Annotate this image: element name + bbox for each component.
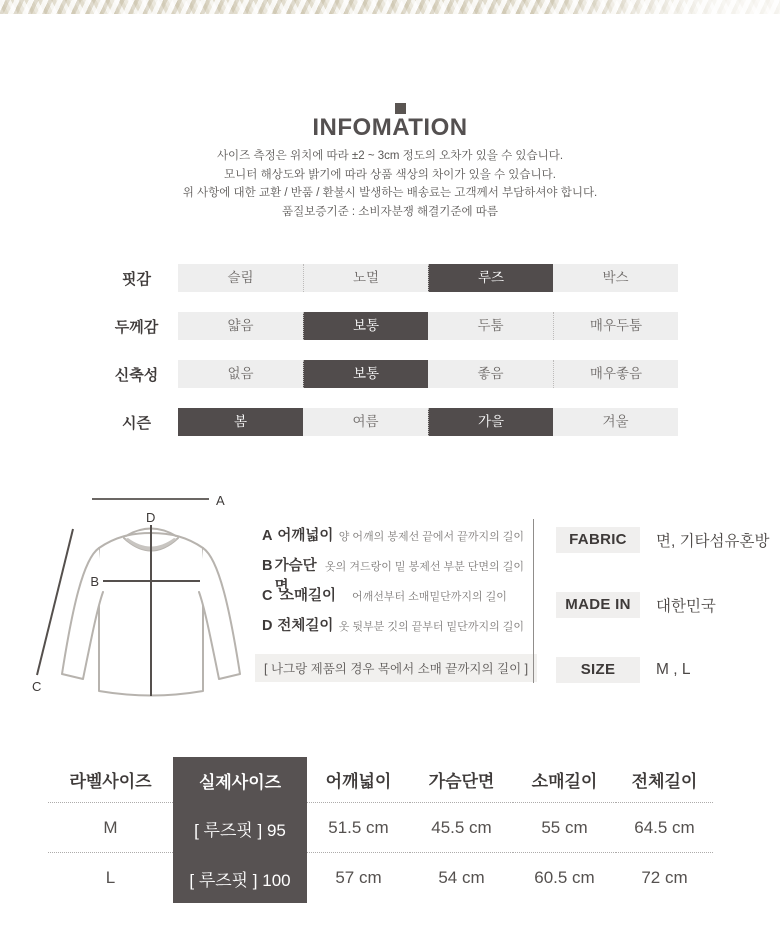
sweater-measurement-diagram xyxy=(25,485,265,707)
measurement-name: 전체길이 xyxy=(277,618,334,634)
size-table-cell: 55 cm xyxy=(513,803,616,853)
diagram-label-c: C xyxy=(32,679,42,694)
size-table-cell: [ 루즈핏 ] 100 xyxy=(173,853,307,903)
size-table-cell: L xyxy=(105,868,116,887)
product-info-value: 대한민국 xyxy=(656,598,716,615)
size-table-header: 라벨사이즈 xyxy=(48,757,173,803)
measurement-item xyxy=(262,614,524,644)
spec-option: 두툼 xyxy=(428,312,553,340)
product-info-row xyxy=(556,592,769,618)
size-table-cell: 60.5 cm xyxy=(534,868,595,887)
product-info-label: SIZE xyxy=(556,657,640,683)
spec-option: 노멀 xyxy=(303,264,428,292)
measurement-key: C xyxy=(262,588,273,604)
measurement-item xyxy=(262,554,524,595)
size-table-cell: 57 cm xyxy=(335,868,382,887)
size-table-header: 전체길이 xyxy=(616,757,713,803)
size-table-cell: 45.5 cm xyxy=(410,803,513,853)
page-title: INFOMATION xyxy=(312,114,468,141)
spec-row-label: 두께감 xyxy=(114,318,159,336)
measurement-description: 양 어깨의 봉제선 끝에서 끝까지의 길이 xyxy=(338,531,524,543)
measurement-key: D xyxy=(262,618,273,634)
spec-option: 매우좋음 xyxy=(553,360,678,388)
spec-row xyxy=(95,408,678,436)
size-table-cell: 54 cm xyxy=(438,868,485,887)
product-info xyxy=(556,527,769,722)
spec-option: 여름 xyxy=(303,408,428,436)
spec-row xyxy=(95,360,678,388)
info-note-line: 품질보증기준 : 소비자분쟁 해결기준에 따름 xyxy=(282,205,498,218)
info-note-line: 위 사항에 대한 교환 / 반품 / 환불시 발생하는 배송료는 고객께서 부담하셔야 합니다. xyxy=(182,187,598,199)
diagram-label-a: A xyxy=(216,493,225,508)
diagram-label-d: D xyxy=(146,510,156,525)
size-table-cell: 64.5 cm xyxy=(616,803,713,853)
size-table-cell: 72 cm xyxy=(641,868,688,887)
info-note-line: 모니터 해상도와 밝기에 따라 상품 색상의 차이가 있을 수 있습니다. xyxy=(224,168,556,181)
info-note-line: 사이즈 측정은 위치에 따라 ±2 ~ 3cm 정도의 오차가 있을 수 있습니다. xyxy=(216,150,564,162)
spec-option: 박스 xyxy=(553,264,678,292)
size-table-cell: M xyxy=(48,803,173,853)
measurement-description: 옷 뒷부분 깃의 끝부터 밑단까지의 길이 xyxy=(338,621,524,633)
size-table-cell: 51.5 cm xyxy=(307,803,410,853)
size-table-header: 가슴단면 xyxy=(410,757,513,803)
knit-texture-strip xyxy=(0,0,780,14)
spec-row-label: 신축성 xyxy=(114,366,159,384)
info-notes xyxy=(0,147,780,221)
measurement-name: 가슴단면 xyxy=(274,558,317,595)
size-table-header: 실제사이즈 xyxy=(173,757,307,803)
spec-option: 없음 xyxy=(178,360,303,388)
product-info-label: FABRIC xyxy=(556,527,640,553)
spec-table xyxy=(95,264,678,456)
spec-option: 보통 xyxy=(303,360,428,388)
measurement-key: A xyxy=(262,528,273,544)
spec-row xyxy=(95,264,678,292)
spec-option: 좋음 xyxy=(428,360,553,388)
measurement-definitions xyxy=(262,524,524,644)
measurement-item xyxy=(262,584,524,614)
product-info-row xyxy=(556,527,769,553)
product-info-label: MADE IN xyxy=(556,592,640,618)
spec-option: 가을 xyxy=(428,408,553,436)
spec-option: 슬림 xyxy=(178,264,303,292)
spec-option: 루즈 xyxy=(428,264,553,292)
size-table-header: 소매길이 xyxy=(513,757,616,803)
product-info-row xyxy=(556,657,769,683)
vertical-divider xyxy=(533,519,534,683)
measurement-description: 어깨선부터 소매밑단까지의 길이 xyxy=(352,591,507,603)
spec-option: 봄 xyxy=(178,408,303,436)
product-info-value: M , L xyxy=(656,661,691,678)
spec-option: 매우두툼 xyxy=(553,312,678,340)
size-table-cell: [ 루즈핏 ] 95 xyxy=(173,803,307,853)
raglan-note: [ 나그랑 제품의 경우 목에서 소매 끝까지의 길이 ] xyxy=(255,654,537,682)
measurement-key: B xyxy=(262,558,273,574)
spec-row-label: 시즌 xyxy=(122,414,151,432)
size-table xyxy=(48,757,713,903)
title-square-bullet xyxy=(395,103,406,114)
measurement-item xyxy=(262,524,524,554)
size-table-header: 어깨넓이 xyxy=(307,757,410,803)
measurement-name: 어깨넓이 xyxy=(277,528,334,544)
spec-option: 얇음 xyxy=(178,312,303,340)
measurement-description: 옷의 겨드랑이 밑 봉제선 부분 단면의 길이 xyxy=(325,561,524,573)
diagram-label-b: B xyxy=(90,574,99,589)
spec-option: 보통 xyxy=(303,312,428,340)
spec-option: 겨울 xyxy=(553,408,678,436)
product-info-value: 면, 기타섬유혼방 xyxy=(656,533,770,550)
spec-row xyxy=(95,312,678,340)
spec-row-label: 핏감 xyxy=(122,270,151,288)
measurement-name: 소매길이 xyxy=(280,588,337,604)
